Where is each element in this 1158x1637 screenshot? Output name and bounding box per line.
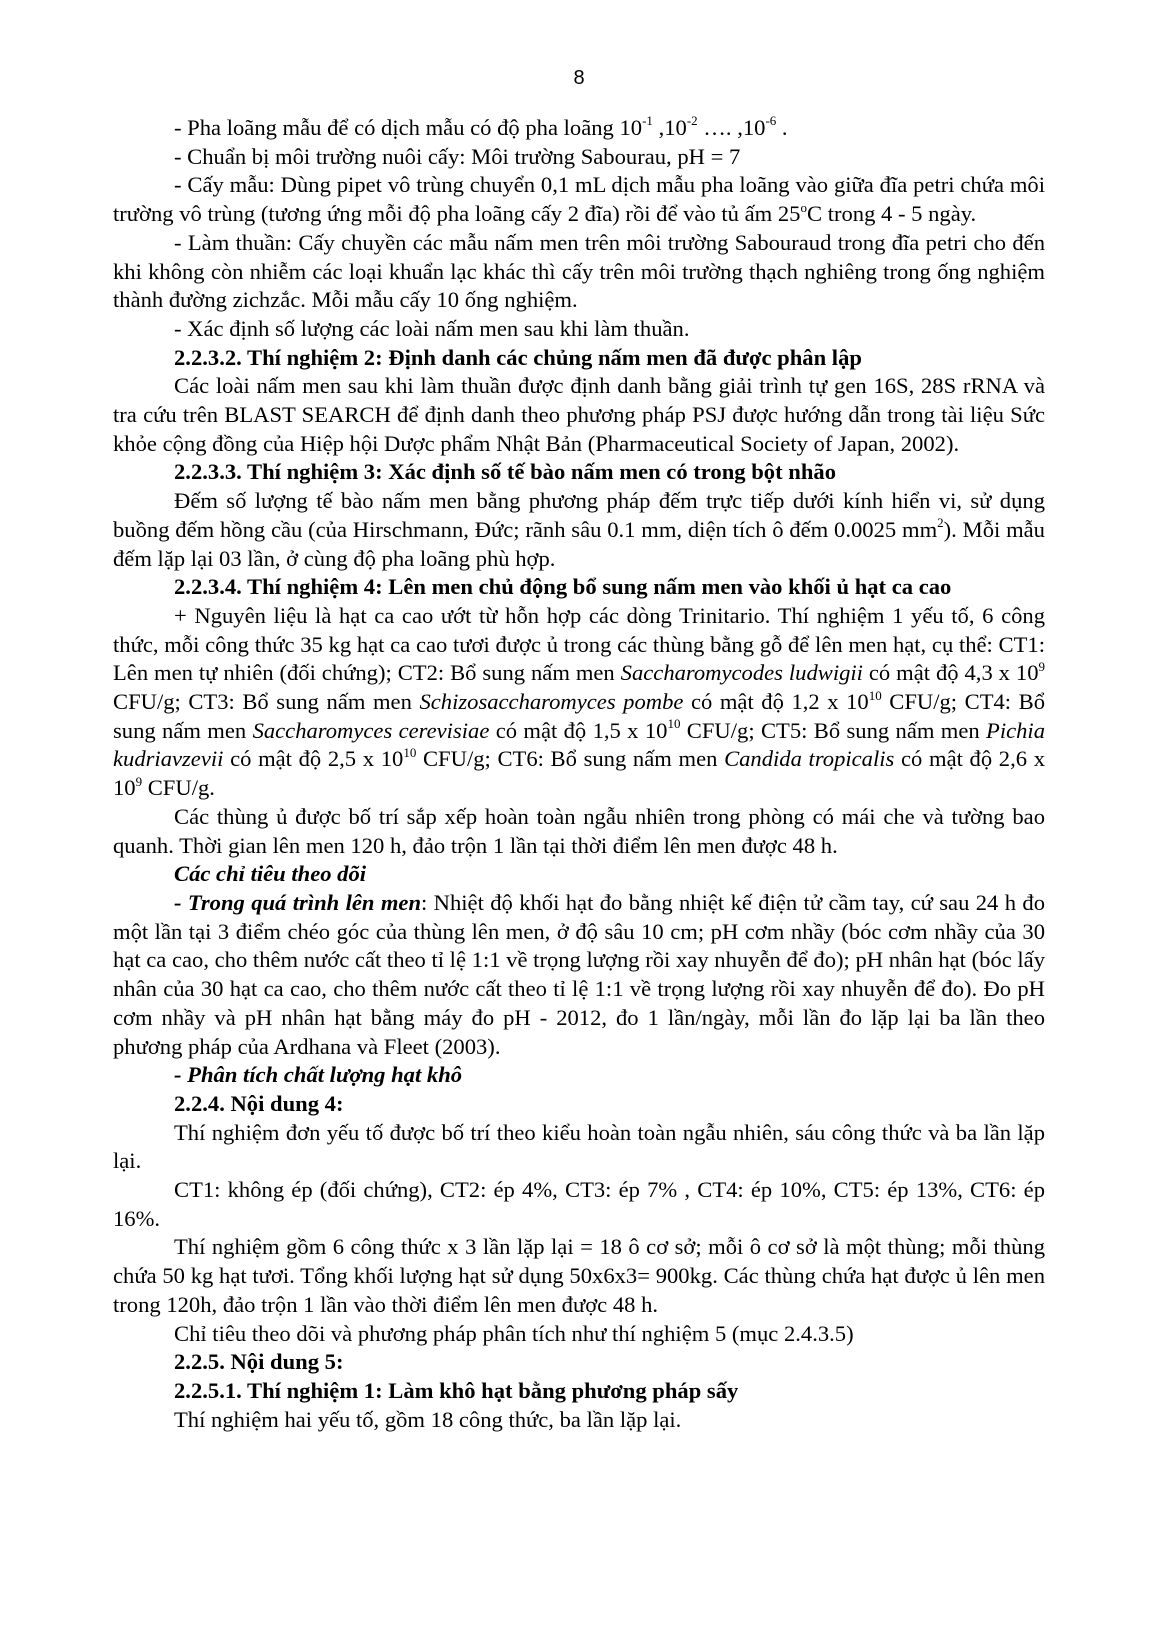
paragraph-dilution: - Pha loãng mẫu để có dịch mẫu có độ pha loãng $10^{-1}$ $,10^{-2}$ …. $,10^{-6}$ . xyxy=(174,113,788,140)
paragraph-inoculate: - Cấy mẫu: Dùng pipet vô trùng chuyển 0,1 mL dịch mẫu pha loãng vào giữa đĩa petri chứa môi trường vô trùng (tương ứng mỗi độ pha loãng cấy 2 đĩa) rồi để vào tủ ấm 25$^o$C trong 4 - 5 ngày. xyxy=(113,172,1045,227)
document-body xyxy=(113,114,1045,1434)
heading-experiment-3: 2.2.3.3. Thí nghiệm 3: Xác định số tế bào nấm men có trong bột nhão xyxy=(174,459,836,485)
paragraph-experiment-4-layout: Các thùng ủ được bố trí sắp xếp hoàn toàn ngẫu nhiên trong phòng có mái che và tường bao quanh. Thời gian lên men 120 h, đảo trộn 1 lần tại thời điểm lên men được 48 h. xyxy=(113,803,1045,858)
paragraph-content-4-treatments: CT1: không ép (đối chứng), CT2: ép 4%, CT3: ép 7% , CT4: ép 10%, CT5: ép 13%, CT6: ép 16%. xyxy=(113,1177,1045,1231)
heading-indicators: Các chỉ tiêu theo dõi xyxy=(174,861,367,887)
heading-experiment-4: 2.2.3.4. Thí nghiệm 4: Lên men chủ động bổ sung nấm men vào khối ủ hạt ca cao xyxy=(174,574,952,600)
paragraph-experiment-4-materials: + Nguyên liệu là hạt ca cao ướt từ hỗn hợp các dòng Trinitario. Thí nghiệm 1 yếu tố, 6 công thức, mỗi công thức 35 kg hạt ca cao tươi được ủ trong các thùng bằng gỗ để lên men hạt, cụ thể: CT1: Lên men tự nhiên (đối chứng); CT2: Bổ sung nấm men Saccharomycodes ludwigii có mật độ 4,3 x $10^9$ CFU/g; CT3: Bổ sung nấm men Schizosaccharomyces pombe có mật độ 1,2 x $10^{10}$ CFU/g; CT4: Bổ sung nấm men Saccharomyces cerevisiae có mật độ 1,5 x $10^{10}$ CFU/g; CT5: Bổ sung nấm men Pichia kudriavzevii có mật độ 2,5 x $10^{10}$ CFU/g; CT6: Bổ sung nấm men Candida tropicalis có mật độ 2,6 x $10^9$ CFU/g. xyxy=(113,602,1046,801)
paragraph-count: - Xác định số lượng các loài nấm men sau khi làm thuần. xyxy=(174,315,690,341)
paragraph-experiment-3: Đếm số lượng tế bào nấm men bằng phương pháp đếm trực tiếp dưới kính hiển vi, sử dụng buồng đếm hồng cầu (của Hirschmann, Đức; rãnh sâu 0.1 mm, diện tích ô đếm 0.0025 $mm^2$). Mỗi mẫu đếm lặp lại 03 lần, ở cùng độ pha loãng phù hợp. xyxy=(113,488,1045,571)
heading-experiment-2: 2.2.3.2. Thí nghiệm 2: Định danh các chủng nấm men đã được phân lập xyxy=(174,344,862,370)
paragraph-during-fermentation: - Trong quá trình lên men: Nhiệt độ khối hạt đo bằng nhiệt kế điện tử cầm tay, cứ sau 24 h đo một lần tại 3 điểm chéo góc của thùng lên men, ở độ sâu 10 cm; pH cơm nhầy (bóc cơm nhầy của 30 hạt ca cao, cho thêm nước cất theo tỉ lệ 1:1 về trọng lượng rồi xay nhuyễn để đo); pH nhân hạt (bóc lấy nhân của 30 hạt ca cao, cho thêm nước cất theo tỉ lệ 1:1 về trọng lượng rồi xay nhuyễn để đo). Đo pH cơm nhầy và pH nhân hạt bằng máy đo pH - 2012, đo 1 lần/ngày, mỗi lần đo lặp lại ba lần theo phương pháp của Ardhana và Fleet (2003). xyxy=(113,889,1046,1059)
paragraph-medium: - Chuẩn bị môi trường nuôi cấy: Môi trường Sabourau, pH = 7 xyxy=(174,143,741,169)
page-number: 8 xyxy=(573,67,585,89)
paragraph-experiment-2: Các loài nấm men sau khi làm thuần được định danh bằng giải trình tự gen 16S, 28S rRNA và tra cứu trên BLAST SEARCH để định danh theo phương pháp PSJ được hướng dẫn trong tài liệu Sức khỏe cộng đồng của Hiệp hội Dược phẩm Nhật Bản (Pharmaceutical Society of Japan, 2002). xyxy=(113,373,1045,456)
paragraph-content-4-indicators: Chỉ tiêu theo dõi và phương pháp phân tích như thí nghiệm 5 (mục 2.4.3.5) xyxy=(174,1320,854,1346)
heading-drying-experiment: 2.2.5.1. Thí nghiệm 1: Làm khô hạt bằng phương pháp sấy xyxy=(174,1377,739,1403)
paragraph-content-4-design: Thí nghiệm đơn yếu tố được bố trí theo kiểu hoàn toàn ngẫu nhiên, sáu công thức và ba lần lặp lại. xyxy=(113,1119,1045,1174)
heading-dry-bean-analysis: - Phân tích chất lượng hạt khô xyxy=(174,1062,463,1088)
paragraph-purify: - Làm thuần: Cấy chuyền các mẫu nấm men trên môi trường Sabouraud trong đĩa petri cho đến khi không còn nhiễm các loại khuẩn lạc khác thì cấy trên môi trường thạch nghiêng trong ống nghiệm thành đường zichzắc. Mỗi mẫu cấy 10 ống nghiệm. xyxy=(113,229,1045,313)
heading-content-4: 2.2.4. Nội dung 4: xyxy=(174,1090,344,1116)
paragraph-content-4-plots: Thí nghiệm gồm 6 công thức x 3 lần lặp lại = 18 ô cơ sở; mỗi ô cơ sở là một thùng; mỗi thùng chứa 50 kg hạt tươi. Tổng khối lượng hạt sử dụng 50x6x3= 900kg. Các thùng chứa hạt được ủ lên men trong 120h, đảo trộn 1 lần vào thời điểm lên men được 48 h. xyxy=(113,1234,1045,1317)
paragraph-drying-experiment: Thí nghiệm hai yếu tố, gồm 18 công thức, ba lần lặp lại. xyxy=(174,1406,682,1432)
heading-content-5: 2.2.5. Nội dung 5: xyxy=(174,1349,344,1375)
